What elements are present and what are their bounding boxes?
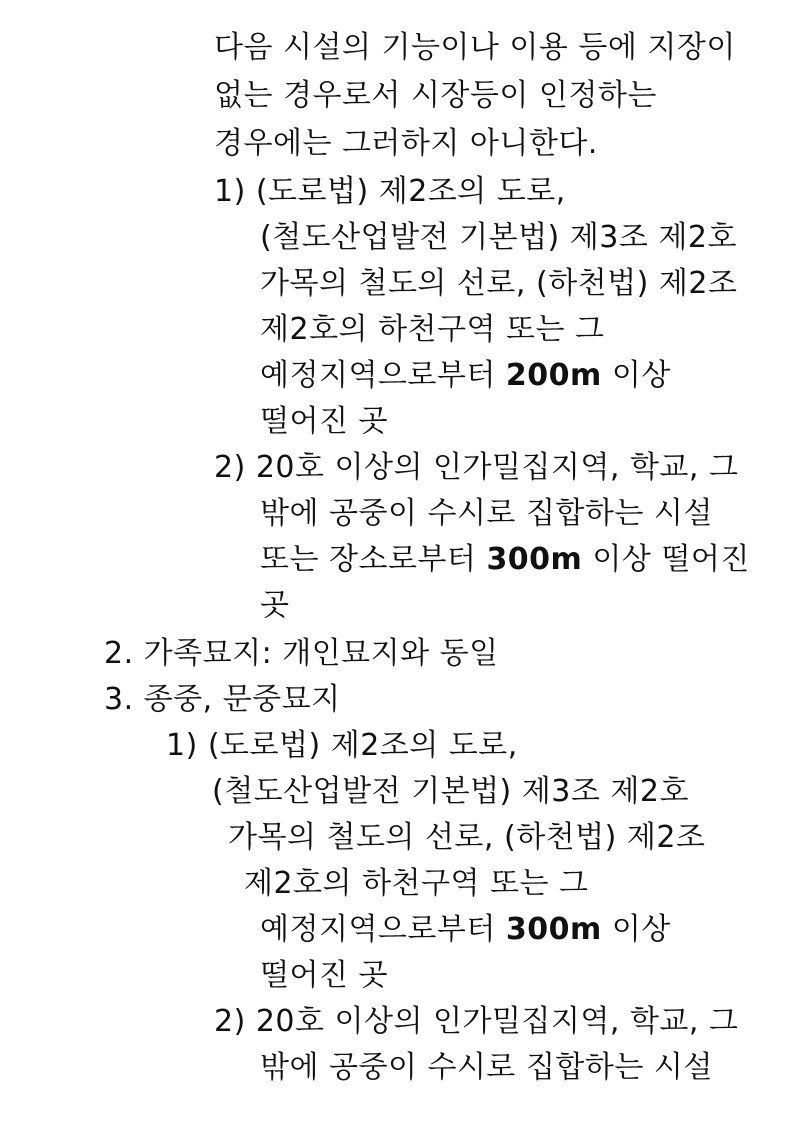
distance-value: 200m	[505, 358, 602, 393]
text-segment: 예정지역으로부터	[260, 358, 506, 393]
text-line-with-bold	[260, 910, 671, 950]
text-segment: 이상	[601, 912, 671, 947]
text-line: 떨어진 곳	[260, 404, 388, 439]
text-line: (철도산업발전 기본법) 제3조 제2호	[260, 220, 737, 255]
text-line: 가목의 철도의 선로, (하천법) 제2조	[260, 266, 738, 301]
list-item-marker-line: 1) (도로법) 제2조의 도로,	[214, 174, 566, 209]
section-heading: 2. 가족묘지: 개인묘지와 동일	[104, 636, 499, 671]
text-line-with-bold	[260, 356, 671, 396]
text-line: 제2호의 하천구역 또는 그	[260, 312, 605, 347]
list-item-marker-line: 2) 20호 이상의 인가밀집지역, 학교, 그	[214, 1004, 739, 1039]
text-line: 곳	[260, 588, 290, 623]
text-segment: 예정지역으로부터	[260, 912, 506, 947]
text-line: 경우에는 그러하지 아니한다.	[214, 126, 598, 161]
distance-value: 300m	[505, 912, 602, 947]
distance-value: 300m	[486, 542, 583, 577]
text-line: 가목의 철도의 선로, (하천법) 제2조	[228, 820, 706, 855]
text-line: 밖에 공중이 수시로 집합하는 시설	[260, 496, 713, 531]
text-line: 떨어진 곳	[260, 958, 388, 993]
text-segment: 이상 떨어진	[582, 542, 750, 577]
text-line: 다음 시설의 기능이나 이용 등에 지장이	[214, 30, 736, 65]
text-line: 제2호의 하천구역 또는 그	[244, 866, 589, 901]
text-segment: 이상	[601, 358, 671, 393]
text-line-with-bold	[260, 540, 750, 580]
text-line: 없는 경우로서 시장등이 인정하는	[214, 78, 657, 113]
text-line: 밖에 공중이 수시로 집합하는 시설	[260, 1050, 713, 1085]
list-item-marker-line: 2) 20호 이상의 인가밀집지역, 학교, 그	[214, 450, 739, 485]
text-segment: 또는 장소로부터	[260, 542, 487, 577]
section-heading: 3. 종중, 문중묘지	[104, 682, 341, 717]
list-item-marker-line: 1) (도로법) 제2조의 도로,	[166, 728, 518, 763]
text-line: (철도산업발전 기본법) 제3조 제2호	[212, 774, 689, 809]
